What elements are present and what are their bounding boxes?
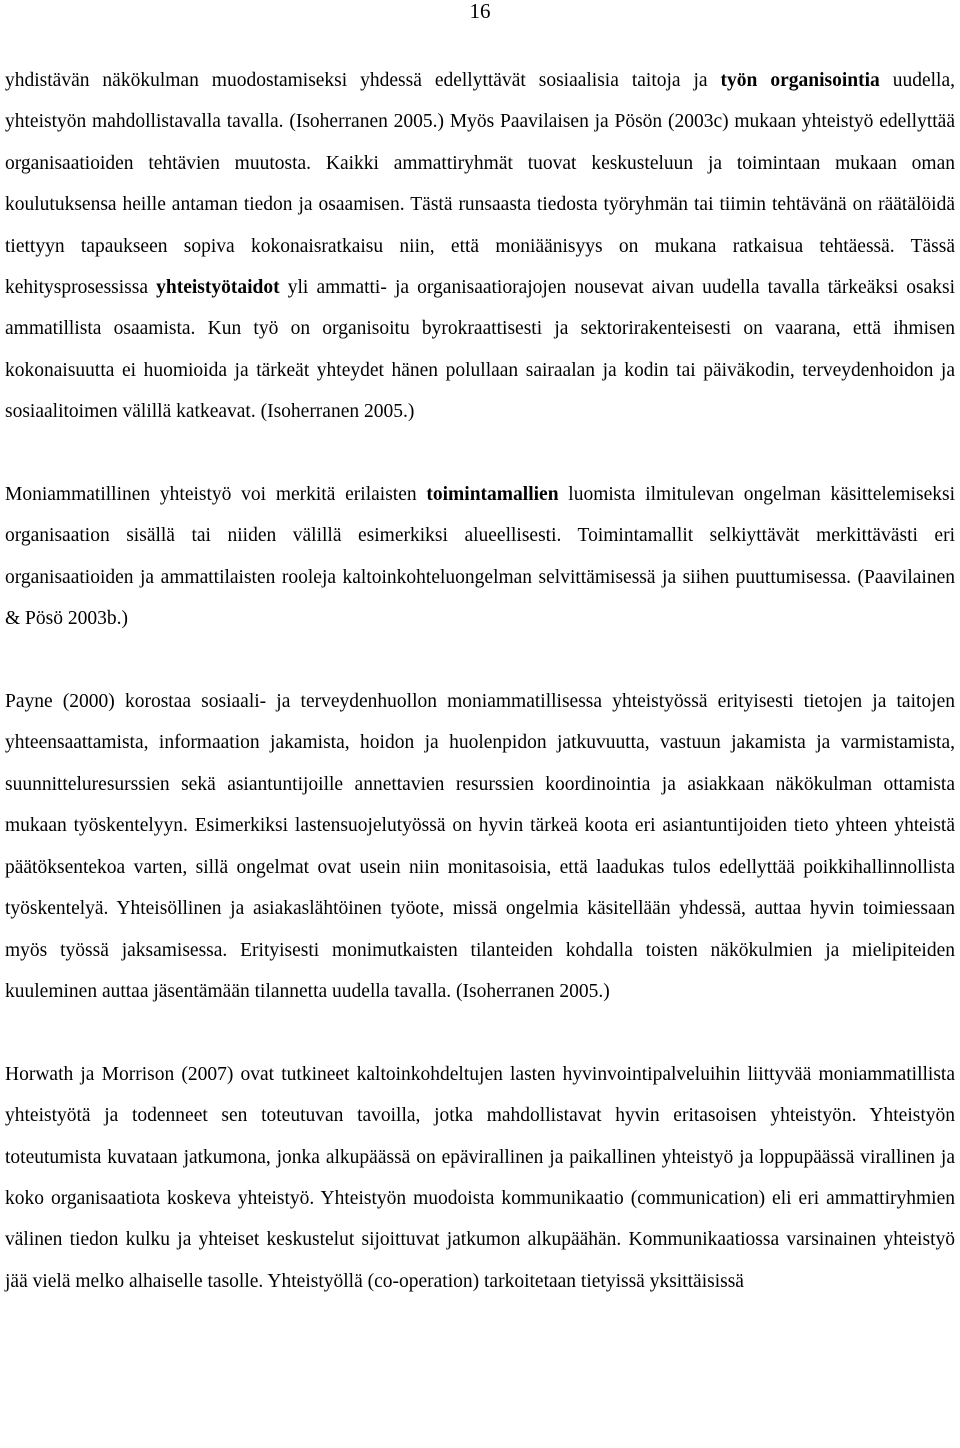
paragraph-2-segment-3: luomista ilmitulevan ongelman käsittelemiseksi organisaation sisällä tai niiden välillä esimerkiksi alueellisesti. Toimintamallit selkiyttävät merkittävästi eri organisaatioiden ja ammattilaisten rooleja kaltoinkohteluongelman selvittämisessä ja siihen puuttumisessa. (Paavilainen & Pösö 2003b.) — [5, 484, 956, 630]
paragraph-2-segment-1: Moniammatillinen yhteistyö voi merkitä erilaisten — [5, 484, 427, 506]
paragraph-1-segment-5: yli ammatti- ja organisaatiorajojen nousevat aivan uudella tavalla tärkeäksi osaksi ammatillista osaamista. Kun työ on organisoitu byrokraattisesti ja sektorirakenteisesti on vaarana, että ihmisen kokonaisuutta ei huomioida ja tärkeät yhteydet hänen polullaan sairaalan ja kodin tai päiväkodin, terveydenhoidon ja sosiaalitoimen välillä katkeavat. (Isoherranen 2005.) — [5, 277, 955, 423]
paragraph-3 — [5, 681, 955, 1012]
paragraph-1 — [5, 60, 955, 433]
paragraph-1-bold-term-yhteistyotaidot: yhteistyötaidot — [156, 277, 280, 299]
page-number-text: 16 — [469, 0, 491, 23]
paragraph-1-segment-3: uudella, yhteistyön mahdollistavalla tavalla. (Isoherranen 2005.) Myös Paavilaisen ja Pösön (2003c) mukaan yhteistyö edellyttää organisaatioiden tehtävien muutosta. Kaikki ammattiryhmät tuovat keskusteluun ja toimintaan mukaan oman koulutuksensa heille antaman tiedon ja osaamisen. Tästä runsaasta tiedosta työryhmän tai tiimin tehtävänä on räätälöidä tiettyyn tapaukseen sopiva kokonaisratkaisu niin, että moniäänisyys on mukana ratkaisua tehtäessä. Tässä kehitysprosessissa — [5, 70, 955, 299]
document-body — [5, 60, 955, 1302]
paragraph-4-segment-1: Horwath ja Morrison (2007) ovat tutkineet kaltoinkohdeltujen lasten hyvinvointipalveluihin liittyvää moniammatillista yhteistyötä ja todenneet sen toteutuvan tavoilla, jotka mahdollistavat hyvin eritasoisen yhteistyön. Yhteistyön toteutumista kuvataan jatkumona, jonka alkupäässä on epävirallinen ja paikallinen yhteistyö ja loppupäässä virallinen ja koko organisaatiota koskeva yhteistyö. Yhteistyön muodoista kommunikaatio (communication) eli eri ammattiryhmien välinen tiedon kulku ja yhteiset keskustelut sijoittuvat jatkumon alkupäähän. Kommunikaatiossa varsinainen yhteistyö jää vielä melko alhaiselle tasolle. Yhteistyöllä (co-operation) tarkoitetaan tietyissä yksittäisissä — [5, 1063, 955, 1292]
paragraph-2-bold-term-toimintamallien: toimintamallien — [426, 484, 559, 506]
page-number — [0, 0, 960, 22]
paragraph-1-segment-1: yhdistävän näkökulman muodostamiseksi yhdessä edellyttävät sosiaalisia taitoja ja — [5, 70, 721, 91]
paragraph-3-segment-1: Payne (2000) korostaa sosiaali- ja terveydenhuollon moniammatillisessa yhteistyössä erityisesti tietojen ja taitojen yhteensaattamista, informaation jakamista, hoidon ja huolenpidon jatkuvuutta, vastuun jakamista ja varmistamista, suunnitteluresurssien sekä asiantuntijoille annettavien resurssien koordinointia ja asiakkaan näkökulman ottamista mukaan työskentelyyn. Esimerkiksi lastensuojelutyössä on hyvin tärkeä koota eri asiantuntijoiden tieto yhteen yhteistä päätöksentekoa varten, sillä ongelmat ovat usein niin monitasoisia, että laadukas tulos edellyttää poikkihallinnollista työskentelyä. Yhteisöllinen ja asiakaslähtöinen työote, missä ongelmia käsitellään yhdessä, auttaa hyvin toimiessaan myös työssä jaksamisessa. Erityisesti monimutkaisten tilanteiden kohdalla toisten näkökulmien ja mielipiteiden kuuleminen auttaa jäsentämään tilannetta uudella tavalla. (Isoherranen 2005.) — [5, 691, 955, 1002]
paragraph-1-bold-term-tyon-organisointia: työn organisointia — [720, 70, 880, 91]
paragraph-4 — [5, 1054, 955, 1302]
paragraph-2 — [5, 474, 955, 640]
